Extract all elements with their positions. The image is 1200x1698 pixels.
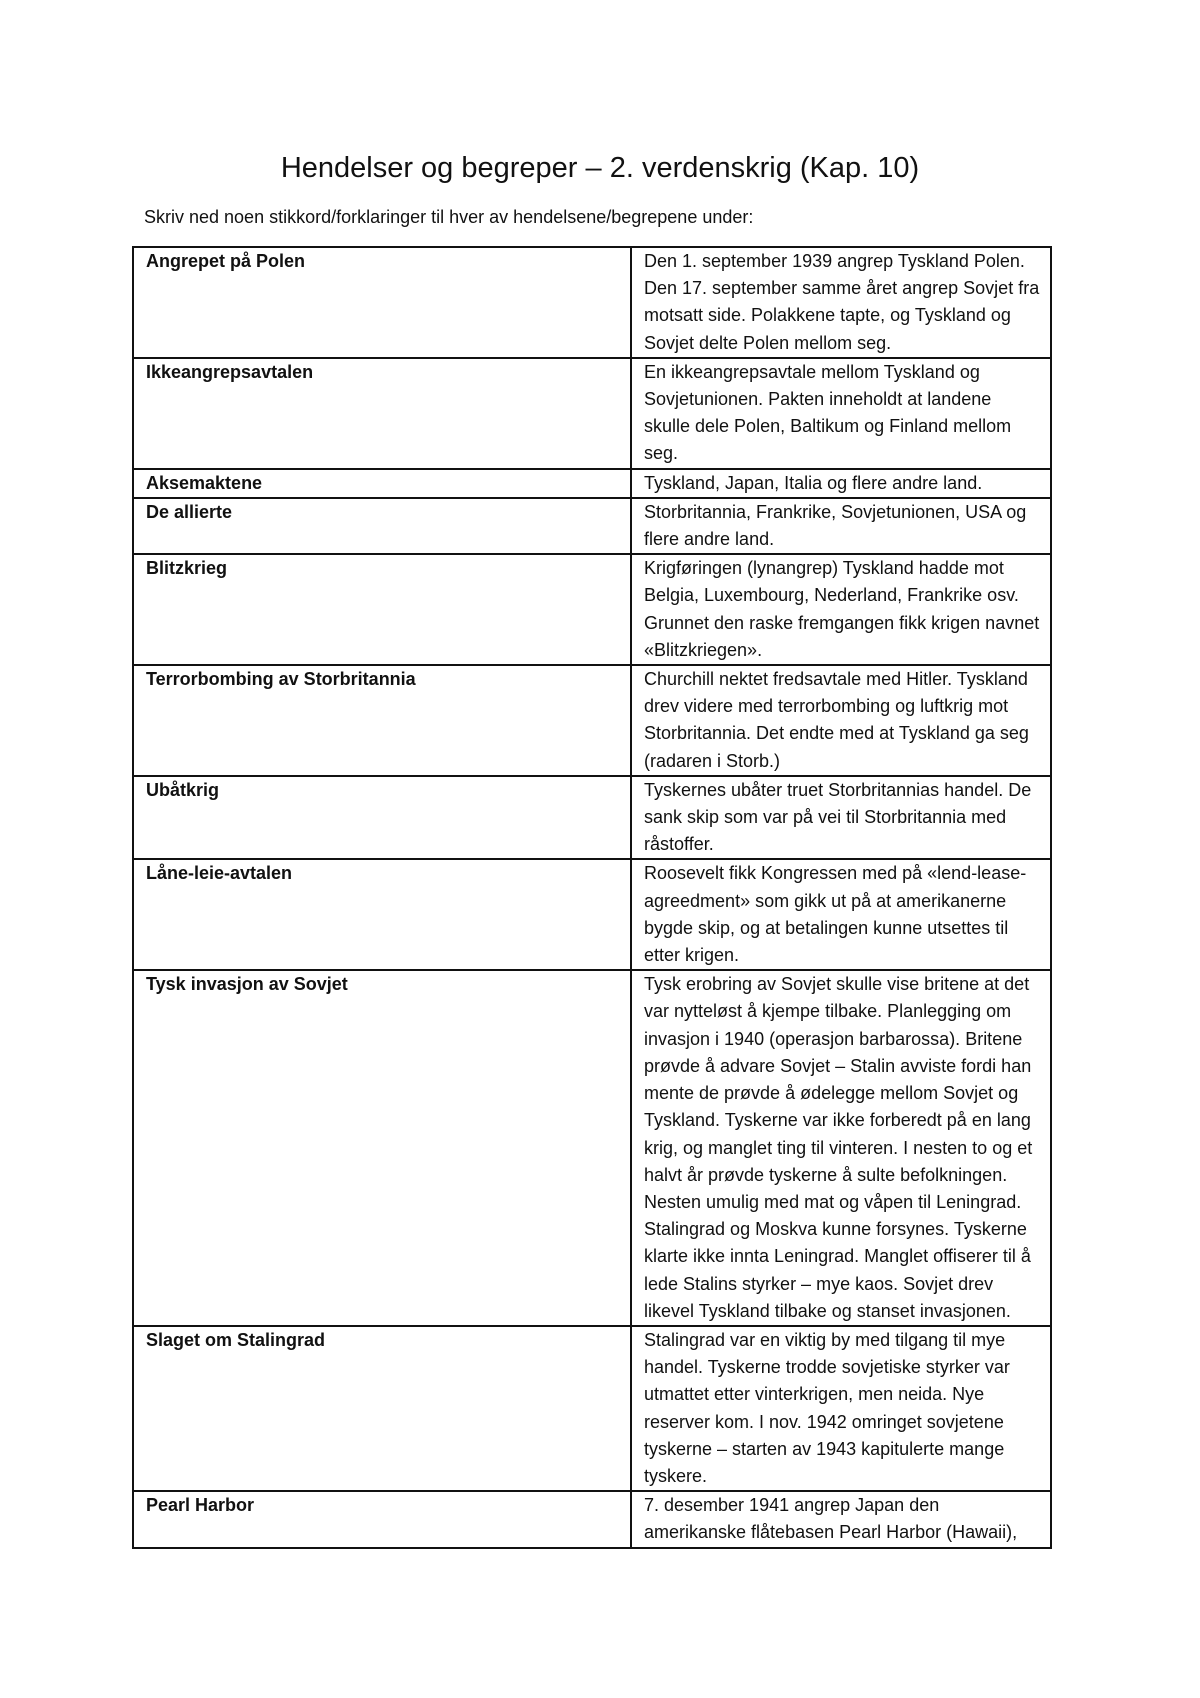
term-cell: Pearl Harbor xyxy=(133,1491,631,1547)
term-cell: Terrorbombing av Storbritannia xyxy=(133,665,631,776)
term-cell: Ikkeangrepsavtalen xyxy=(133,358,631,469)
term-cell: Ubåtkrig xyxy=(133,776,631,860)
term-cell: Angrepet på Polen xyxy=(133,247,631,358)
table-row xyxy=(133,776,1051,860)
description-cell: 7. desember 1941 angrep Japan den amerikanske flåtebasen Pearl Harbor (Hawaii), xyxy=(631,1491,1051,1547)
table-row xyxy=(133,1326,1051,1491)
page-title: Hendelser og begreper – 2. verdenskrig (Kap. 10) xyxy=(280,152,920,184)
table-row xyxy=(133,358,1051,469)
instruction-text: Skriv ned noen stikkord/forklaringer til hver av hendelsene/begrepene under: xyxy=(144,207,754,227)
table-row xyxy=(133,498,1051,554)
terms-table xyxy=(132,246,1052,1549)
description-cell: Tyskland, Japan, Italia og flere andre land. xyxy=(631,469,1051,498)
description-cell: Den 1. september 1939 angrep Tyskland Polen. Den 17. september samme året angrep Sovjet fra motsatt side. Polakkene tapte, og Tyskland og Sovjet delte Polen mellom seg. xyxy=(631,247,1051,358)
description-cell: Storbritannia, Frankrike, Sovjetunionen, USA og flere andre land. xyxy=(631,498,1051,554)
table-row xyxy=(133,970,1051,1326)
description-cell: Krigføringen (lynangrep) Tyskland hadde mot Belgia, Luxembourg, Nederland, Frankrike osv. Grunnet den raske fremgangen fikk krigen navnet «Blitzkriegen». xyxy=(631,554,1051,665)
term-cell: De allierte xyxy=(133,498,631,554)
description-cell: Tysk erobring av Sovjet skulle vise britene at det var nytteløst å kjempe tilbake. Planlegging om invasjon i 1940 (operasjon barbarossa). Britene prøvde å advare Sovjet – Stalin avviste fordi han mente de prøvde å ødelegge mellom Sovjet og Tyskland. Tyskerne var ikke forberedt på en lang krig, og manglet ting til vinteren. I nesten to og et halvt år prøvde tyskerne å sulte befolkningen. Nesten umulig med mat og våpen til Leningrad. Stalingrad og Moskva kunne forsynes. Tyskerne klarte ikke innta Leningrad. Manglet offiserer til å lede Stalins styrker – mye kaos. Sovjet drev likevel Tyskland tilbake og stanset invasjonen. xyxy=(631,970,1051,1326)
term-cell: Blitzkrieg xyxy=(133,554,631,665)
table-row xyxy=(133,665,1051,776)
table-row xyxy=(133,1491,1051,1547)
table-row xyxy=(133,859,1051,970)
description-cell: Stalingrad var en viktig by med tilgang til mye handel. Tyskerne trodde sovjetiske styrker var utmattet etter vinterkrigen, men neida. Nye reserver kom. I nov. 1942 omringet sovjetene tyskerne – starten av 1943 kapitulerte mange tyskere. xyxy=(631,1326,1051,1491)
description-cell: Churchill nektet fredsavtale med Hitler. Tyskland drev videre med terrorbombing og luftkrig mot Storbritannia. Det endte med at Tyskland ga seg (radaren i Storb.) xyxy=(631,665,1051,776)
table-row xyxy=(133,469,1051,498)
description-cell: Tyskernes ubåter truet Storbritannias handel. De sank skip som var på vei til Storbritannia med råstoffer. xyxy=(631,776,1051,860)
term-cell: Slaget om Stalingrad xyxy=(133,1326,631,1491)
description-cell: En ikkeangrepsavtale mellom Tyskland og Sovjetunionen. Pakten inneholdt at landene skulle dele Polen, Baltikum og Finland mellom seg. xyxy=(631,358,1051,469)
term-cell: Låne-leie-avtalen xyxy=(133,859,631,970)
description-cell: Roosevelt fikk Kongressen med på «lend-lease-agreedment» som gikk ut på at amerikanerne bygde skip, og at betalingen kunne utsettes til etter krigen. xyxy=(631,859,1051,970)
table-row xyxy=(133,554,1051,665)
table-row xyxy=(133,247,1051,358)
term-cell: Aksemaktene xyxy=(133,469,631,498)
term-cell: Tysk invasjon av Sovjet xyxy=(133,970,631,1326)
